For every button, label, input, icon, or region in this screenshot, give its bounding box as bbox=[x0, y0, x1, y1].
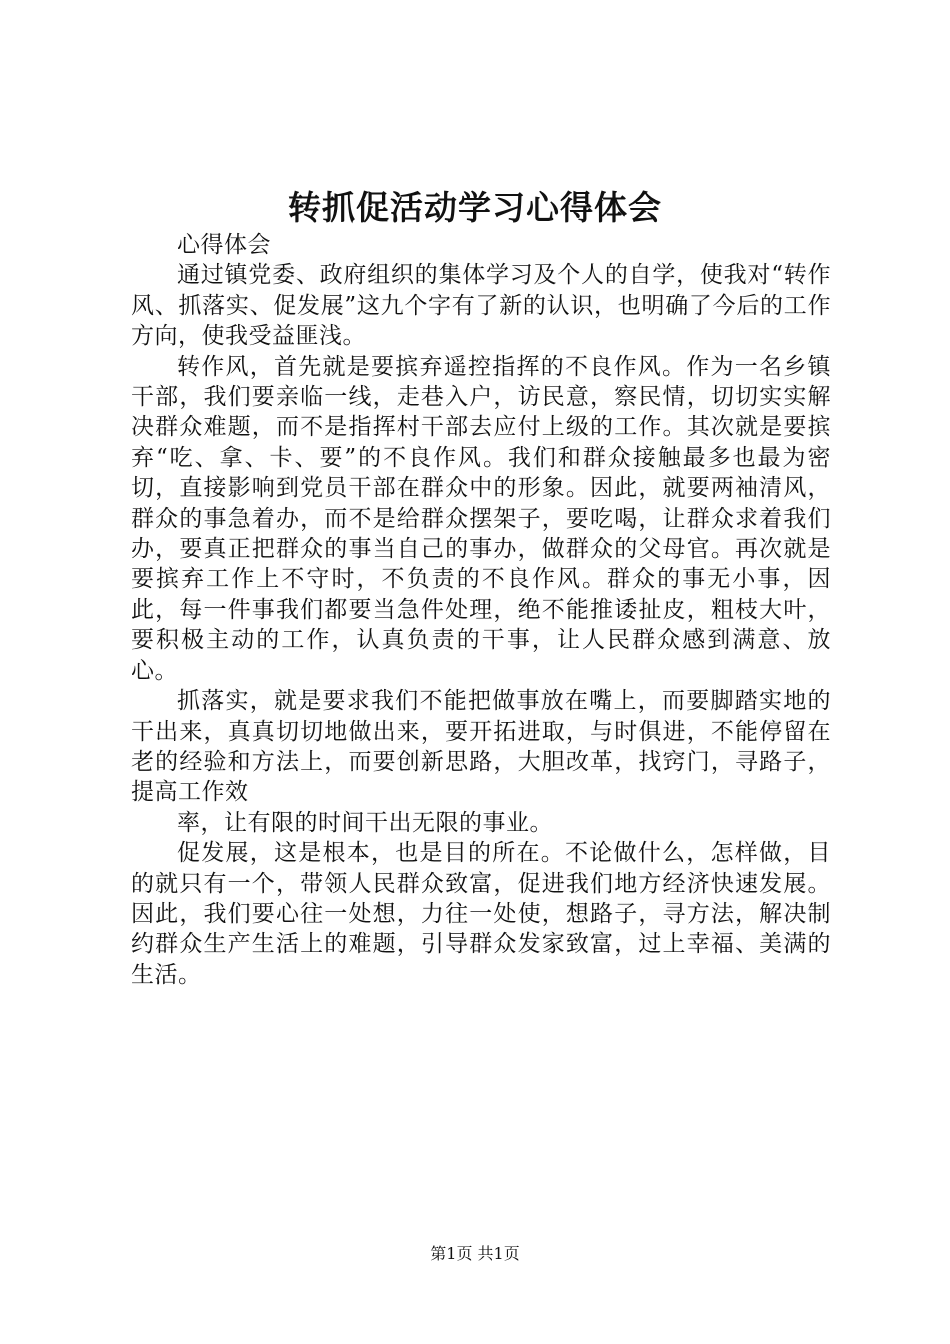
page-number-footer: 第1页 共1页 bbox=[430, 1244, 520, 1263]
document-title: 转抓促活动学习心得体会 bbox=[288, 188, 662, 227]
document-body bbox=[131, 230, 831, 990]
paragraph-intro: 通过镇党委、政府组织的集体学习及个人的自学，使我对“转作风、抓落实、促发展”这九个字有了新的认识，也明确了今后的工作方向，使我受益匪浅。 bbox=[131, 262, 831, 350]
paragraph-heading: 心得体会 bbox=[177, 232, 271, 258]
paragraph-cu-fazhan: 促发展，这是根本，也是目的所在。不论做什么，怎样做，目的就只有一个，带领人民群众致富，促进我们地方经济快速发展。因此，我们要心往一处想，力往一处使，想路子，寻方法，解决制约群众生产生活上的难题，引导群众发家致富，过上幸福、美满的生活。 bbox=[131, 840, 831, 988]
paragraph-zhua-luoshi: 抓落实，就是要求我们不能把做事放在嘴上，而要脚踏实地的干出来，真真切切地做出来，要开拓进取，与时俱进，不能停留在老的经验和方法上，而要创新思路，大胆改革，找窍门，寻路子，提高工作效 bbox=[131, 688, 831, 806]
paragraph-zhua-luoshi-continued: 率，让有限的时间干出无限的事业。 bbox=[177, 809, 553, 836]
paragraph-zhuan-zuofeng: 转作风，首先就是要摈弃遥控指挥的不良作风。作为一名乡镇干部，我们要亲临一线，走巷入户，访民意，察民情，切切实实解决群众难题，而不是指挥村干部去应付上级的工作。其次就是要摈弃“吃、拿、卡、要”的不良作风。我们和群众接触最多也最为密切，直接影响到党员干部在群众中的形象。因此，就要两袖清风，群众的事急着办，而不是给群众摆架子，要吃喝，让群众求着我们办，要真正把群众的事当自己的事办，做群众的父母官。再次就是要摈弃工作上不守时，不负责的不良作风。群众的事无小事，因此，每一件事我们都要当急件处理，绝不能推诿扯皮，粗枝大叶，要积极主动的工作，认真负责的干事，让人民群众感到满意、放心。 bbox=[131, 353, 831, 684]
